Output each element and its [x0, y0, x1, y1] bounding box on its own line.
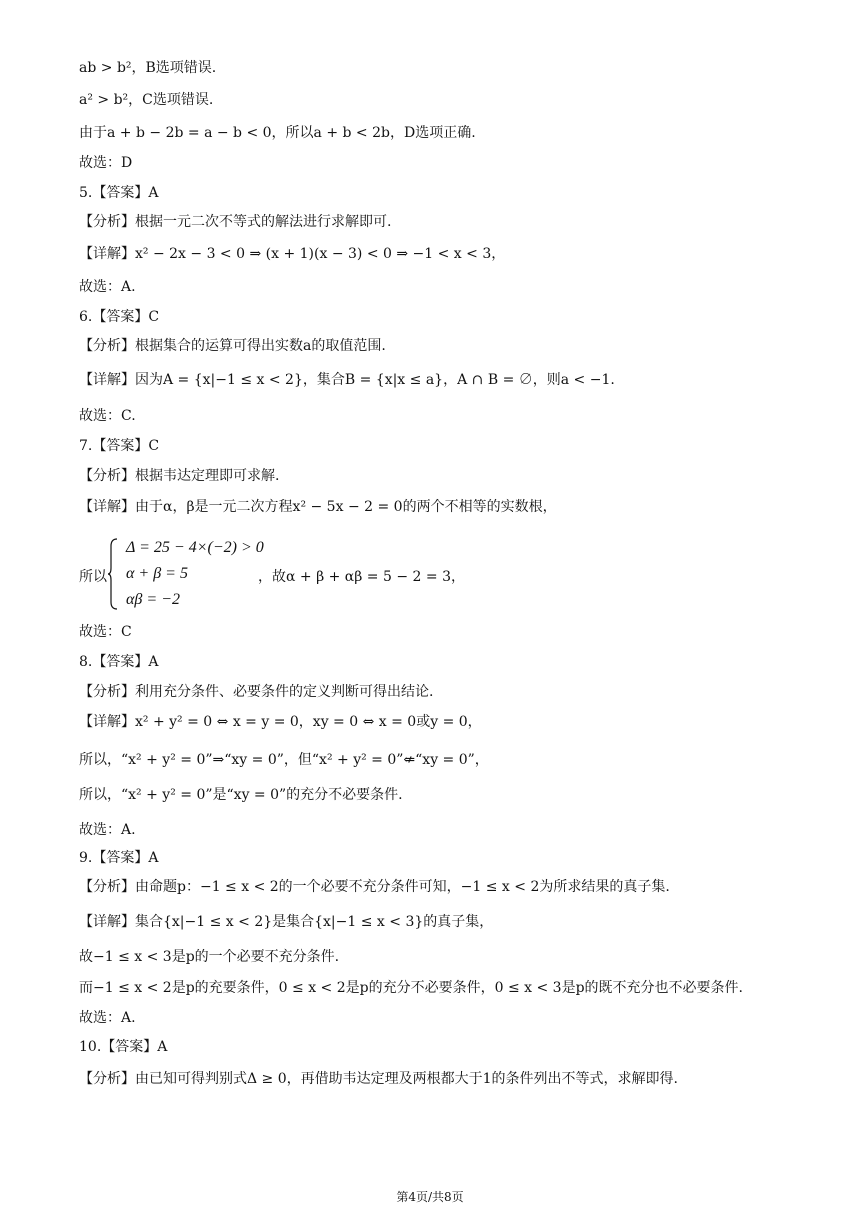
text-line: a² > b²，C选项错误.	[79, 92, 214, 108]
text-line: ab > b²，B选项错误.	[79, 60, 217, 76]
text-line: 8.【答案】A	[79, 654, 159, 670]
text-line: 【详解】集合{x|−1 ≤ x < 2}是集合{x|−1 ≤ x < 3}的真子集，	[79, 914, 494, 930]
system-row-3: αβ = −2	[126, 591, 180, 608]
system-suffix: ，故α + β + αβ = 5 − 2 = 3，	[258, 569, 465, 585]
text-line: 【分析】根据一元二次不等式的解法进行求解即可.	[79, 214, 392, 230]
system-prefix: 所以	[79, 569, 107, 585]
text-line: 所以，“x² + y² = 0”⇒“xy = 0”，但“x² + y² = 0”⇍“xy = 0”，	[79, 752, 489, 768]
text-line: 故选：A.	[79, 279, 136, 295]
page-footer: 第4页/共8页	[396, 1190, 464, 1204]
text-line: 【详解】x² + y² = 0 ⇔ x = y = 0，xy = 0 ⇔ x = 0或y = 0，	[79, 714, 482, 730]
text-line: 6.【答案】C	[79, 309, 160, 325]
system-row-1: Δ = 25 − 4×(−2) > 0	[126, 539, 264, 556]
brace-icon	[108, 538, 118, 610]
text-line: 【分析】根据韦达定理即可求解.	[79, 468, 280, 484]
text-line: 【分析】利用充分条件、必要条件的定义判断可得出结论.	[79, 684, 434, 700]
text-line: 故选：D	[79, 155, 133, 171]
text-line: 故选：A.	[79, 1010, 136, 1026]
text-line: 10.【答案】A	[79, 1039, 168, 1055]
text-line: 所以，“x² + y² = 0”是“xy = 0”的充分不必要条件.	[79, 787, 403, 803]
text-line: 【分析】由已知可得判别式Δ ≥ 0，再借助韦达定理及两根都大于1的条件列出不等式，求解即得.	[79, 1071, 679, 1087]
text-line: 5.【答案】A	[79, 185, 159, 201]
text-line: 【分析】由命题p：−1 ≤ x < 2的一个必要不充分条件可知，−1 ≤ x < 2为所求结果的真子集.	[79, 879, 670, 895]
text-line: 7.【答案】C	[79, 438, 160, 454]
text-line: 故选：C	[79, 624, 132, 640]
text-line: 9.【答案】A	[79, 850, 159, 866]
text-line: 故选：C.	[79, 408, 136, 424]
text-line: 故−1 ≤ x < 3是p的一个必要不充分条件.	[79, 949, 340, 965]
text-line: 【详解】由于α，β是一元二次方程x² − 5x − 2 = 0的两个不相等的实数根，	[79, 499, 557, 515]
text-line: 而−1 ≤ x < 2是p的充要条件，0 ≤ x < 2是p的充分不必要条件，0 ≤ x < 3是p的既不充分也不必要条件.	[79, 980, 743, 996]
text-line: 【详解】因为A = {x|−1 ≤ x < 2}，集合B = {x|x ≤ a}，A ∩ B = ∅，则a < −1.	[79, 372, 615, 388]
text-line: 【详解】x² − 2x − 3 < 0 ⇒ (x + 1)(x − 3) < 0 ⇒ −1 < x < 3，	[79, 246, 506, 262]
text-line: 【分析】根据集合的运算可得出实数a的取值范围.	[79, 338, 386, 354]
text-line: 故选：A.	[79, 822, 136, 838]
text-line: 由于a + b − 2b = a − b < 0，所以a + b < 2b，D选项正确.	[79, 125, 476, 141]
system-row-2: α + β = 5	[126, 565, 188, 582]
